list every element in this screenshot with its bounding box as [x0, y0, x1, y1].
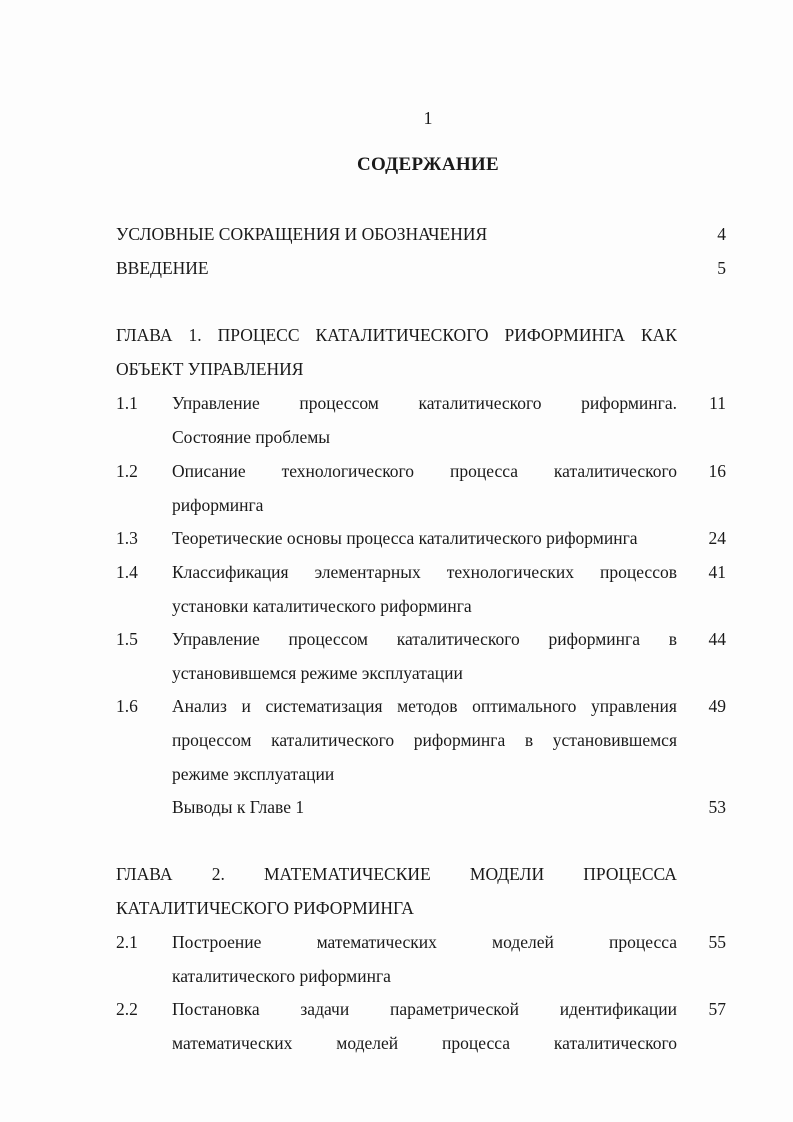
- section-1-1-line2: Состояние проблемы: [172, 427, 331, 447]
- chapter-1-conclusions: Выводы к Главе 1: [172, 797, 305, 817]
- section-1-1-page: 11: [709, 393, 726, 413]
- word: МОДЕЛИ: [469, 864, 545, 884]
- word: ГЛАВА: [116, 325, 173, 345]
- word: ПРОЦЕССА: [583, 864, 677, 884]
- word: ПРОЦЕСС: [217, 325, 300, 345]
- section-1-3-page: 24: [708, 528, 726, 548]
- word: Постановка: [172, 999, 260, 1019]
- word: элементарных: [314, 562, 421, 582]
- word: МАТЕМАТИЧЕСКИЕ: [263, 864, 431, 884]
- word: КАК: [640, 325, 677, 345]
- word: управления: [591, 696, 677, 716]
- word: 2.: [211, 864, 225, 884]
- word: процессом: [299, 393, 379, 413]
- section-2-1-line1: [172, 932, 677, 952]
- section-1-2-line1: [172, 461, 677, 481]
- section-1-6-number: 1.6: [116, 696, 138, 716]
- word: РИФОРМИНГА: [504, 325, 625, 345]
- word: ГЛАВА: [116, 864, 173, 884]
- section-1-6-page: 49: [708, 696, 726, 716]
- section-1-1-number: 1.1: [116, 393, 138, 413]
- section-1-4-line1: [172, 562, 677, 582]
- word: математических: [316, 932, 437, 952]
- word: Построение: [172, 932, 262, 952]
- word: в: [668, 629, 677, 649]
- page-number: 1: [423, 108, 433, 128]
- word: Описание: [172, 461, 246, 481]
- toc-intro-page: 5: [717, 258, 726, 278]
- section-1-4-page: 41: [708, 562, 726, 582]
- word: параметрической: [390, 999, 519, 1019]
- word: процесса: [442, 1033, 510, 1053]
- section-1-5-number: 1.5: [116, 629, 138, 649]
- section-1-6-line1: [172, 696, 677, 716]
- section-1-1-line1: [172, 393, 677, 413]
- word: каталитического: [553, 461, 677, 481]
- section-1-5-page: 44: [708, 629, 726, 649]
- word: каталитического: [418, 393, 542, 413]
- word: установившемся: [552, 730, 677, 750]
- word: систематизация: [265, 696, 383, 716]
- word: Классификация: [172, 562, 289, 582]
- word: риформинга.: [581, 393, 677, 413]
- chapter-1-conclusions-page: 53: [708, 797, 726, 817]
- section-1-4-line2: установки каталитического риформинга: [172, 596, 472, 616]
- word: каталитического: [553, 1033, 677, 1053]
- section-2-2-line1: [172, 999, 677, 1019]
- chapter-1-heading-line2: ОБЪЕКТ УПРАВЛЕНИЯ: [116, 359, 304, 379]
- word: математических: [172, 1033, 293, 1053]
- section-1-4-number: 1.4: [116, 562, 138, 582]
- word: риформинга: [413, 730, 506, 750]
- section-1-2-line2: риформинга: [172, 495, 264, 515]
- word: 1.: [188, 325, 202, 345]
- word: и: [241, 696, 251, 716]
- word: технологического: [281, 461, 415, 481]
- word: процессов: [600, 562, 677, 582]
- word: КАТАЛИТИЧЕСКОГО: [315, 325, 489, 345]
- word: моделей: [336, 1033, 399, 1053]
- section-1-6-line2: [172, 730, 677, 750]
- section-1-2-page: 16: [708, 461, 726, 481]
- word: процесса: [609, 932, 677, 952]
- word: технологических: [446, 562, 574, 582]
- section-1-3-number: 1.3: [116, 528, 138, 548]
- word: идентификации: [559, 999, 677, 1019]
- page-title: СОДЕРЖАНИЕ: [357, 154, 499, 175]
- word: методов: [397, 696, 458, 716]
- section-1-5-line2: установившемся режиме эксплуатации: [172, 663, 463, 683]
- chapter-2-heading-line1: [116, 864, 677, 884]
- chapter-1-heading-line1: [116, 325, 677, 345]
- word: процесса: [450, 461, 518, 481]
- section-2-2-number: 2.2: [116, 999, 138, 1019]
- word: каталитического: [271, 730, 395, 750]
- section-1-5-line1: [172, 629, 677, 649]
- word: моделей: [492, 932, 554, 952]
- word: оптимального: [472, 696, 577, 716]
- word: Анализ: [172, 696, 227, 716]
- toc-intro-title: ВВЕДЕНИЕ: [116, 258, 209, 278]
- section-1-3-line1: Теоретические основы процесса каталитического риформинга: [172, 528, 638, 548]
- word: риформинга: [548, 629, 640, 649]
- section-2-1-number: 2.1: [116, 932, 138, 952]
- section-2-1-line2: каталитического риформинга: [172, 966, 391, 986]
- word: процессом: [172, 730, 252, 750]
- section-1-2-number: 1.2: [116, 461, 138, 481]
- word: Управление: [172, 629, 260, 649]
- chapter-2-heading-line2: КАТАЛИТИЧЕСКОГО РИФОРМИНГА: [116, 898, 414, 918]
- section-2-2-page: 57: [708, 999, 726, 1019]
- word: Управление: [172, 393, 260, 413]
- toc-abbrev-page: 4: [717, 224, 726, 244]
- toc-abbrev-title: УСЛОВНЫЕ СОКРАЩЕНИЯ И ОБОЗНАЧЕНИЯ: [116, 224, 488, 244]
- section-2-1-page: 55: [708, 932, 726, 952]
- word: в: [524, 730, 534, 750]
- word: процессом: [288, 629, 368, 649]
- section-2-2-line2: [172, 1033, 677, 1053]
- section-1-6-line3: режиме эксплуатации: [172, 764, 335, 784]
- word: задачи: [300, 999, 350, 1019]
- word: каталитического: [396, 629, 520, 649]
